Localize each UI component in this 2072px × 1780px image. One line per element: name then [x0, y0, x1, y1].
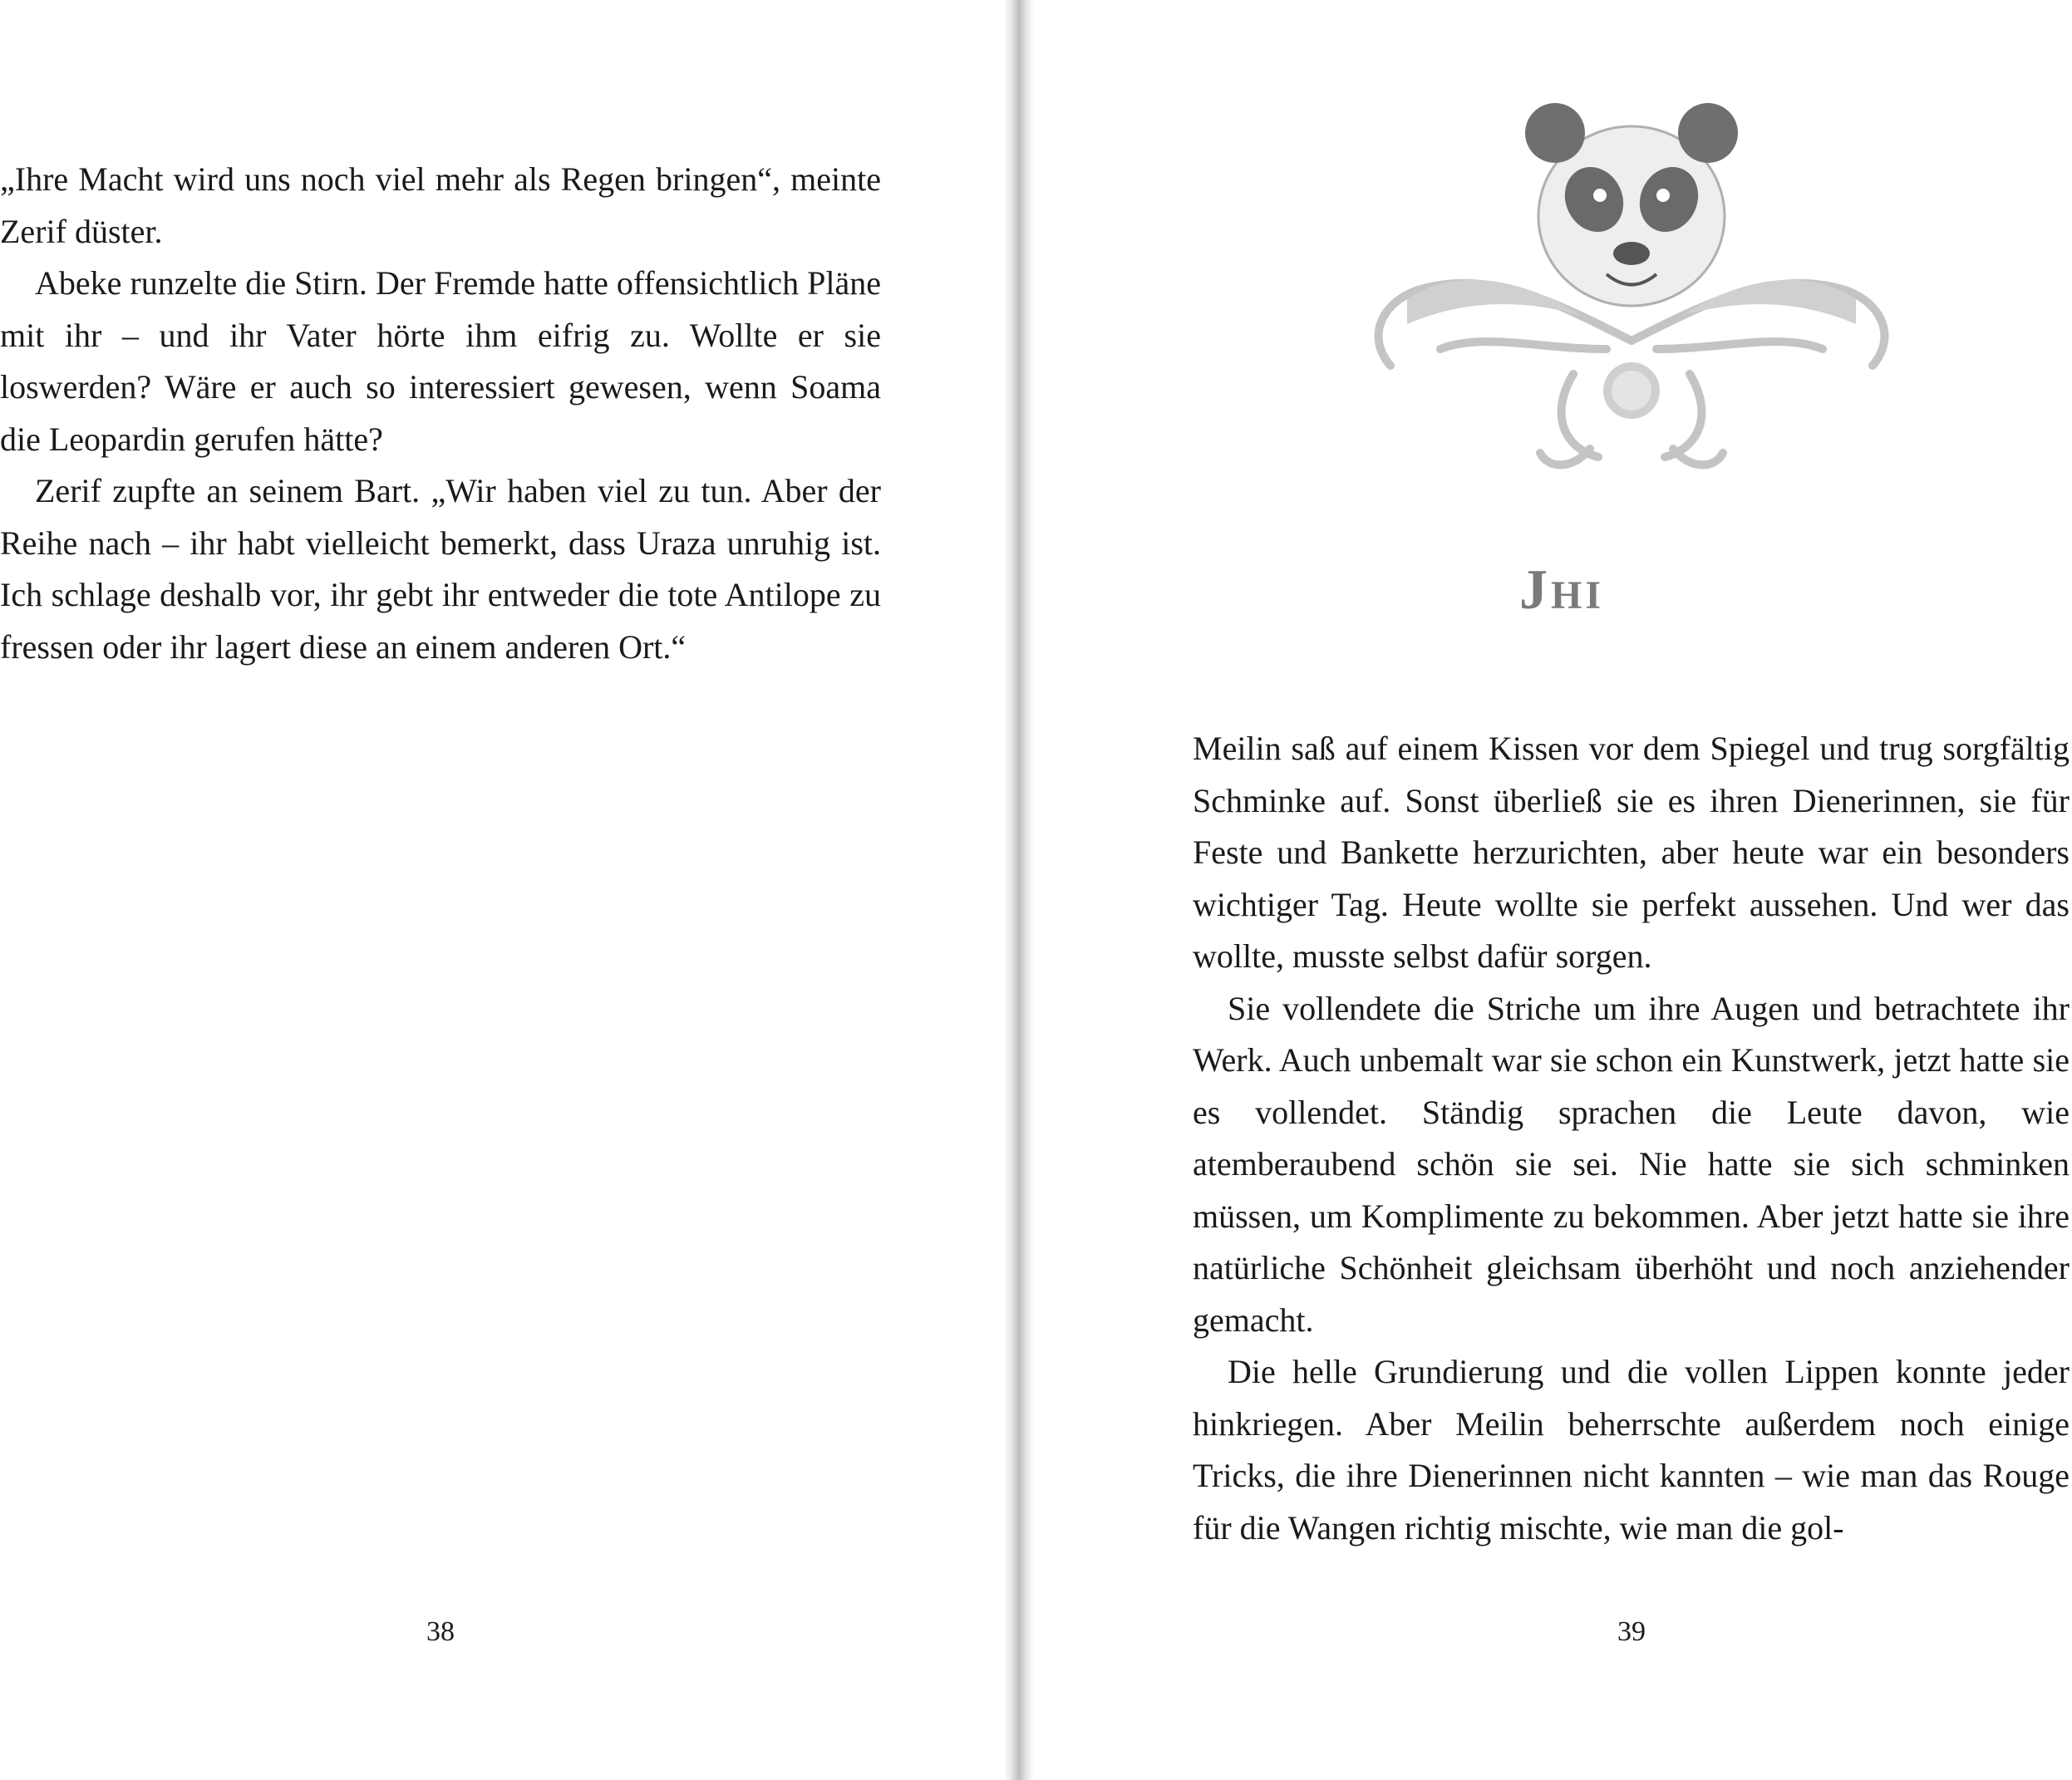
page-number-left: 38	[426, 1616, 455, 1647]
chapter-title: Jhi	[1518, 558, 1604, 621]
right-page-text	[1193, 723, 2070, 1554]
right-page	[1051, 0, 2072, 1780]
paragraph: „Ihre Macht wird uns noch viel mehr als Regen bringen“, meinte Zerif düster.	[0, 160, 881, 250]
left-page	[0, 0, 981, 1780]
paragraph: Abeke runzelte die Stirn. Der Fremde hatte offensichtlich Pläne mit ihr – und ihr Vater hörte ihm eifrig zu. Wollte er sie loswerden? Wäre er auch so interessiert gewesen, wenn Soama die Leopardin gerufen hätte?	[0, 264, 881, 458]
panda-crest-icon	[1357, 100, 1906, 482]
book-gutter	[1004, 0, 1034, 1780]
page-number-right: 39	[1617, 1616, 1646, 1647]
paragraph: Sie vollendete die Striche um ihre Augen und betrachtete ihr Werk. Auch unbemalt war sie schon ein Kunstwerk, jetzt hatte sie es vollendet. Ständig sprachen die Leute davon, wie atemberaubend schön sie sei. Nie hatte sie sich schminken müssen, um Komplimente zu bekommen. Aber jetzt hatte sie ihre natürliche Schönheit gleichsam überhöht und noch anziehender gemacht.	[1193, 989, 2070, 1339]
left-page-text	[0, 154, 881, 673]
paragraph: Die helle Grundierung und die vollen Lippen konnte jeder hinkriegen. Aber Meilin beherrschte außerdem noch einige Tricks, die ihre Dienerinnen nicht kannten – wie man das Rouge für die Wangen richtig mischte, wie man die gol-	[1193, 1353, 2070, 1546]
paragraph: Meilin saß auf einem Kissen vor dem Spiegel und trug sorgfältig Schminke auf. Sonst überließ sie es ihren Dienerinnen, sie für Feste und Bankette herzurichten, aber heute war ein besonders wichtiger Tag. Heute wollte sie perfekt aussehen. Und wer das wollte, musste selbst dafür sorgen.	[1193, 730, 2070, 975]
paragraph: Zerif zupfte an seinem Bart. „Wir haben viel zu tun. Aber der Reihe nach – ihr habt vielleicht bemerkt, dass Uraza unruhig ist. Ich schlage deshalb vor, ihr gebt ihr entweder die tote Antilope zu fressen oder ihr lagert diese an einem anderen Ort.“	[0, 472, 881, 666]
